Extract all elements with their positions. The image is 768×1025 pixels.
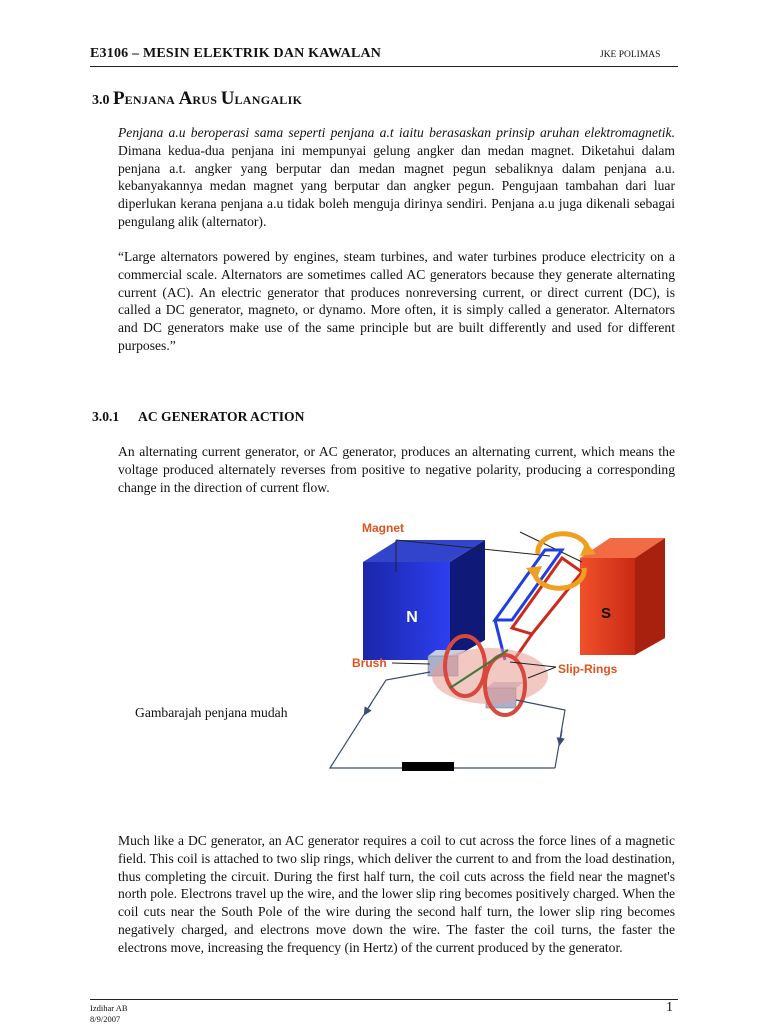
intro-paragraph <box>118 124 675 231</box>
south-pole-label: S <box>600 605 612 622</box>
page-number: 1 <box>666 1000 673 1015</box>
document-header-institution: JKE POLIMAS <box>600 50 661 60</box>
footer-divider <box>90 999 678 1000</box>
footer-info <box>90 1003 128 1025</box>
subsection-heading: AC GENERATOR ACTION <box>138 409 305 424</box>
section-number: 3.0 <box>92 93 110 108</box>
subsection-title <box>92 409 304 425</box>
document-header-title: E3106 – MESIN ELEKTRIK DAN KAWALAN <box>90 46 382 61</box>
intro-italic-text: Penjana a.u beroperasi sama seperti penjana a.t iaitu berasaskan prinsip aruhan elektromagnetik. <box>118 125 675 140</box>
load-resistor <box>402 762 454 771</box>
final-paragraph: Much like a DC generator, an AC generator requires a coil to cut across the force lines of a magnetic field. This coil is attached to two slip rings, which deliver the current to and from the load destination, thus completing the circuit. During the first half turn, the coil cuts across the field near the magnet's north pole. Electrons travel up the wire, and the lower slip ring becomes positively charged. When the coil cuts near the South Pole of the wire during the second half turn, the lower slip ring becomes negatively charged, and electrons move down the wire. The faster the coil turns, the faster the electrons move, increasing the frequency (in Hertz) of the current produced by the generator. <box>118 833 675 955</box>
section-title-cap-2: A <box>178 88 193 109</box>
quote-paragraph: “Large alternators powered by engines, steam turbines, and water turbines produce electricity on a commercial scale. Alternators are sometimes called AC generators because they generate alternating current (AC). An electric generator that produces nonreversing current, or direct current (DC), is called a DC generator, magneto, or dynamo. More often, it is simply called a generator. Alternators and DC generators make use of the same principle but are built differently and used for different purposes.” <box>118 249 675 353</box>
north-magnet <box>363 540 485 660</box>
magnet-label: Magnet <box>362 521 404 535</box>
footer-date: 8/9/2007 <box>90 1014 121 1024</box>
section-title <box>92 88 302 110</box>
header-divider <box>90 66 678 67</box>
slip-rings-label: Slip-Rings <box>558 662 618 676</box>
figure-caption: Gambarajah penjana mudah <box>135 705 288 720</box>
section-title-rest-1: ENJANA <box>124 93 176 107</box>
section-title-rest-2: RUS <box>192 93 218 107</box>
intro-text: Dimana kedua-dua penjana ini mempunyai gelung angker dan medan magnet. Diketahui dalam penjana a.t. angker yang berputar dan medan magnet pegun sebaliknya dalam penjana a.u. kebanyakannya medan magnet yang berputar dan angker pegun. Pengujaan tambahan dari luar diperlukan kerana penjana a.u tidak boleh menguja dirinya sendiri. Penjana a.u juga dikenali sebagai pengulang alik (alternator). <box>118 142 675 229</box>
section-title-cap-1: P <box>113 88 125 109</box>
subsection-number: 3.0.1 <box>92 409 120 424</box>
footer-author: Izdihar AB <box>90 1003 128 1013</box>
section-title-rest-3: LANGALIK <box>234 93 303 107</box>
section-title-cap-3: U <box>220 88 235 109</box>
brush-label: Brush <box>352 656 387 670</box>
north-pole-label: N <box>406 609 418 626</box>
ac-generator-paragraph: An alternating current generator, or AC generator, produces an alternating current, which means the voltage produced alternately reverses from positive to negative polarity, producing a corresponding change in the direction of current flow. <box>118 444 675 495</box>
south-magnet <box>580 538 665 655</box>
ac-generator-diagram <box>300 510 680 790</box>
